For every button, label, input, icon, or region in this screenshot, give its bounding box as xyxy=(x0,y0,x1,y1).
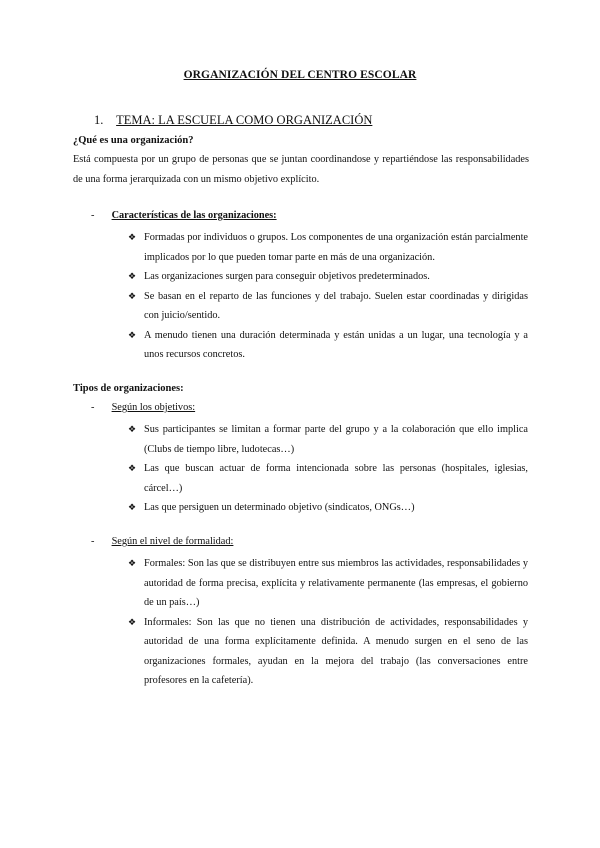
list-item: ❖ A menudo tienen una duración determinada y están unidas a un lugar, una tecnología y a unos recursos concretos. xyxy=(128,326,528,365)
list-item: ❖ Formadas por individuos o grupos. Los componentes de una organización están parcialmente implicados por lo que pueden tomar parte en más de una organización. xyxy=(128,228,528,267)
list-item: ❖ Las que persiguen un determinado objetivo (sindicatos, ONGs…) xyxy=(128,498,528,518)
section-title: TEMA: LA ESCUELA COMO ORGANIZACIÓN xyxy=(116,113,373,127)
dash-marker: - xyxy=(91,210,95,221)
formality-label: Según el nivel de formalidad: xyxy=(111,536,234,547)
diamond-bullet-icon: ❖ xyxy=(128,329,137,340)
characteristics-list xyxy=(128,228,528,365)
question-heading: ¿Qué es una organización? xyxy=(73,135,194,146)
objectives-label: Según los objetivos: xyxy=(111,402,196,413)
diamond-bullet-icon: ❖ xyxy=(128,463,137,473)
characteristics-heading xyxy=(91,210,277,221)
formality-heading xyxy=(91,536,233,547)
intro-paragraph: Está compuesta por un grupo de personas que se juntan coordinandose y repartiéndose las responsabilidades de una forma jerarquizada con un mismo objetivo explícito. xyxy=(73,154,529,185)
diamond-bullet-icon: ❖ xyxy=(128,290,137,301)
diamond-bullet-icon: ❖ xyxy=(128,558,137,568)
diamond-bullet-icon: ❖ xyxy=(128,502,137,512)
diamond-bullet-icon: ❖ xyxy=(128,424,137,434)
list-item: ❖ Se basan en el reparto de las funciones y del trabajo. Suelen estar coordinadas y dirigidas con juicio/sentido. xyxy=(128,287,528,326)
diamond-bullet-icon: ❖ xyxy=(128,271,137,281)
list-item: ❖ Las que buscan actuar de forma intencionada sobre las personas (hospitales, iglesias, cárcel…) xyxy=(128,459,528,498)
list-item: ❖ Sus participantes se limitan a formar parte del grupo y a la colaboración que ello implica (Clubs de tiempo libre, ludotecas…) xyxy=(128,420,528,459)
section-heading xyxy=(94,113,372,128)
formality-list xyxy=(128,554,528,691)
objectives-list xyxy=(128,420,528,518)
dash-marker: - xyxy=(91,536,95,547)
document-title: ORGANIZACIÓN DEL CENTRO ESCOLAR xyxy=(183,69,417,81)
section-number: 1. xyxy=(94,113,104,127)
characteristics-label: Características de las organizaciones: xyxy=(111,210,277,221)
objectives-heading xyxy=(91,402,195,413)
diamond-bullet-icon: ❖ xyxy=(128,232,137,242)
diamond-bullet-icon: ❖ xyxy=(128,616,137,627)
dash-marker: - xyxy=(91,402,95,413)
list-item: ❖ Informales: Son las que no tienen una distribución de actividades, responsabilidades y autoridad de una forma explícitamente definida. A menudo surgen en el seno de las organizaciones formales, ayudan en la mejora del trabajo (las conversaciones entre profesores en la cafetería). xyxy=(128,613,528,691)
types-heading: Tipos de organizaciones: xyxy=(73,383,184,394)
list-item: ❖ Las organizaciones surgen para conseguir objetivos predeterminados. xyxy=(128,267,528,287)
list-item: ❖ Formales: Son las que se distribuyen entre sus miembros las actividades, responsabilidades y autoridad de forma precisa, explícita y relativamente permanente (las empresas, el gobierno de un país…) xyxy=(128,554,528,613)
